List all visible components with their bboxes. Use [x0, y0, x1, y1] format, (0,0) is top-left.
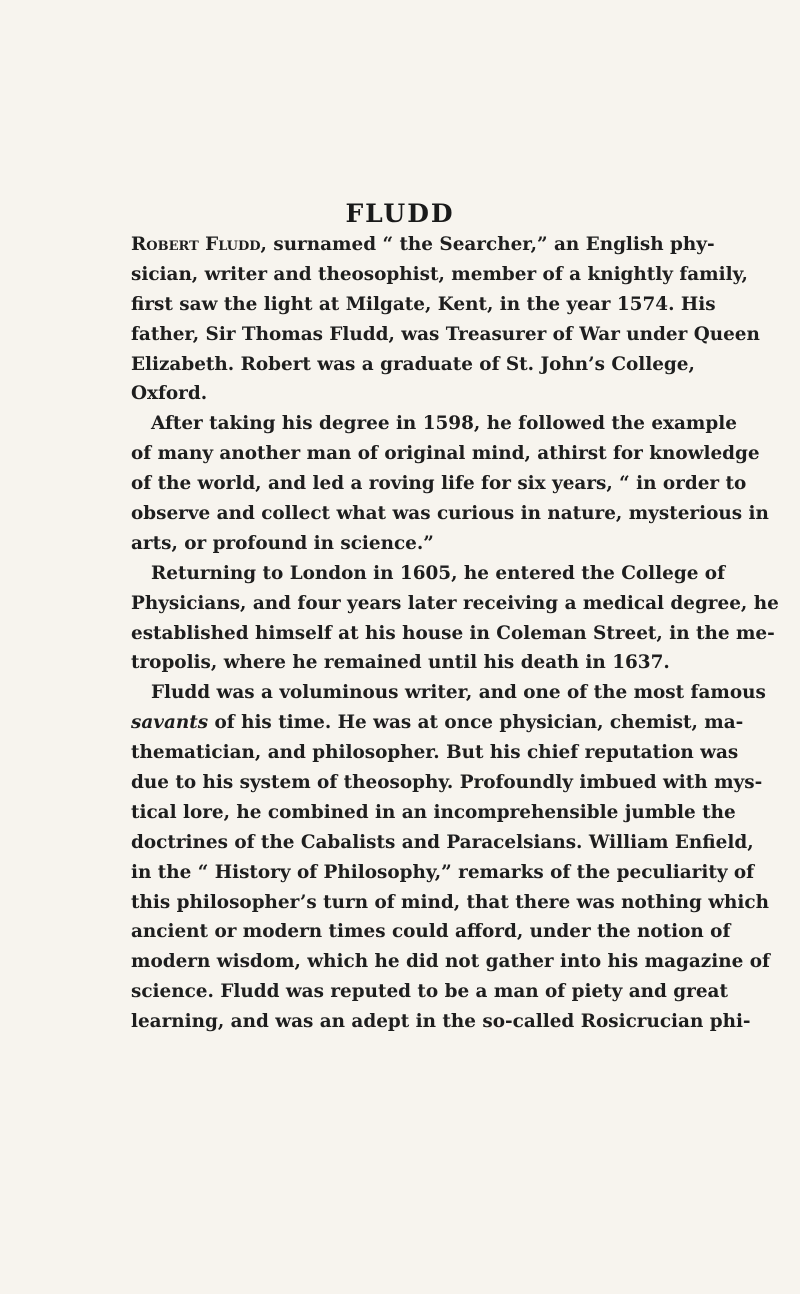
text-line: tropolis, where he remained until his death in 1637. [131, 652, 670, 674]
text-line: science. Fludd was reputed to be a man of piety and great [131, 981, 728, 1003]
text-line: sician, writer and theosophist, member of a knightly family, [131, 263, 748, 285]
text-line: learning, and was an adept in the so-called Rosicrucian phi- [131, 1011, 751, 1033]
text-line: of many another man of original mind, athirst for knowledge [131, 443, 760, 465]
text-line: observe and collect what was curious in nature, mysterious in [131, 503, 769, 525]
lead-name: Robert Fludd [131, 234, 261, 255]
body-text [131, 230, 779, 1037]
italic-word: savants [131, 712, 209, 734]
text-fragment: , surnamed “ the Searcher,” an English phy- [260, 234, 715, 255]
text-line: first saw the light at Milgate, Kent, in the year 1574. His [131, 293, 716, 315]
text-fragment: of his time. He was at once physician, chemist, ma- [208, 712, 744, 734]
text-line: modern wisdom, which he did not gather into his magazine of [131, 951, 770, 973]
text-line: due to his system of theosophy. Profoundly imbued with mys- [131, 772, 763, 794]
text-line: established himself at his house in Coleman Street, in the me- [131, 622, 775, 644]
text-line: arts, or profound in science.” [131, 532, 434, 554]
text-line: tical lore, he combined in an incomprehensible jumble the [131, 801, 736, 823]
text-line: doctrines of the Cabalists and Paracelsians. William Enfield, [131, 831, 754, 853]
text-line: Returning to London in 1605, he entered the College of [151, 562, 725, 584]
text-line [131, 230, 715, 260]
text-line: Physicians, and four years later receiving a medical degree, he [131, 592, 779, 614]
text-line [131, 708, 744, 738]
text-line: After taking his degree in 1598, he followed the example [151, 413, 737, 435]
text-line: Oxford. [131, 383, 208, 405]
page-title: FLUDD [345, 199, 455, 228]
text-line: Elizabeth. Robert was a graduate of St. John’s College, [131, 353, 695, 375]
text-line: father, Sir Thomas Fludd, was Treasurer of War under Queen [131, 323, 760, 345]
text-line: this philosopher’s turn of mind, that there was nothing which [131, 891, 769, 913]
text-line: thematician, and philosopher. But his chief reputation was [131, 742, 739, 764]
text-line: in the “ History of Philosophy,” remarks of the peculiarity of [131, 861, 755, 883]
text-line: of the world, and led a roving life for six years, “ in order to [131, 473, 747, 495]
text-line: ancient or modern times could afford, under the notion of [131, 921, 731, 943]
text-line: Fludd was a voluminous writer, and one of the most famous [151, 682, 766, 704]
